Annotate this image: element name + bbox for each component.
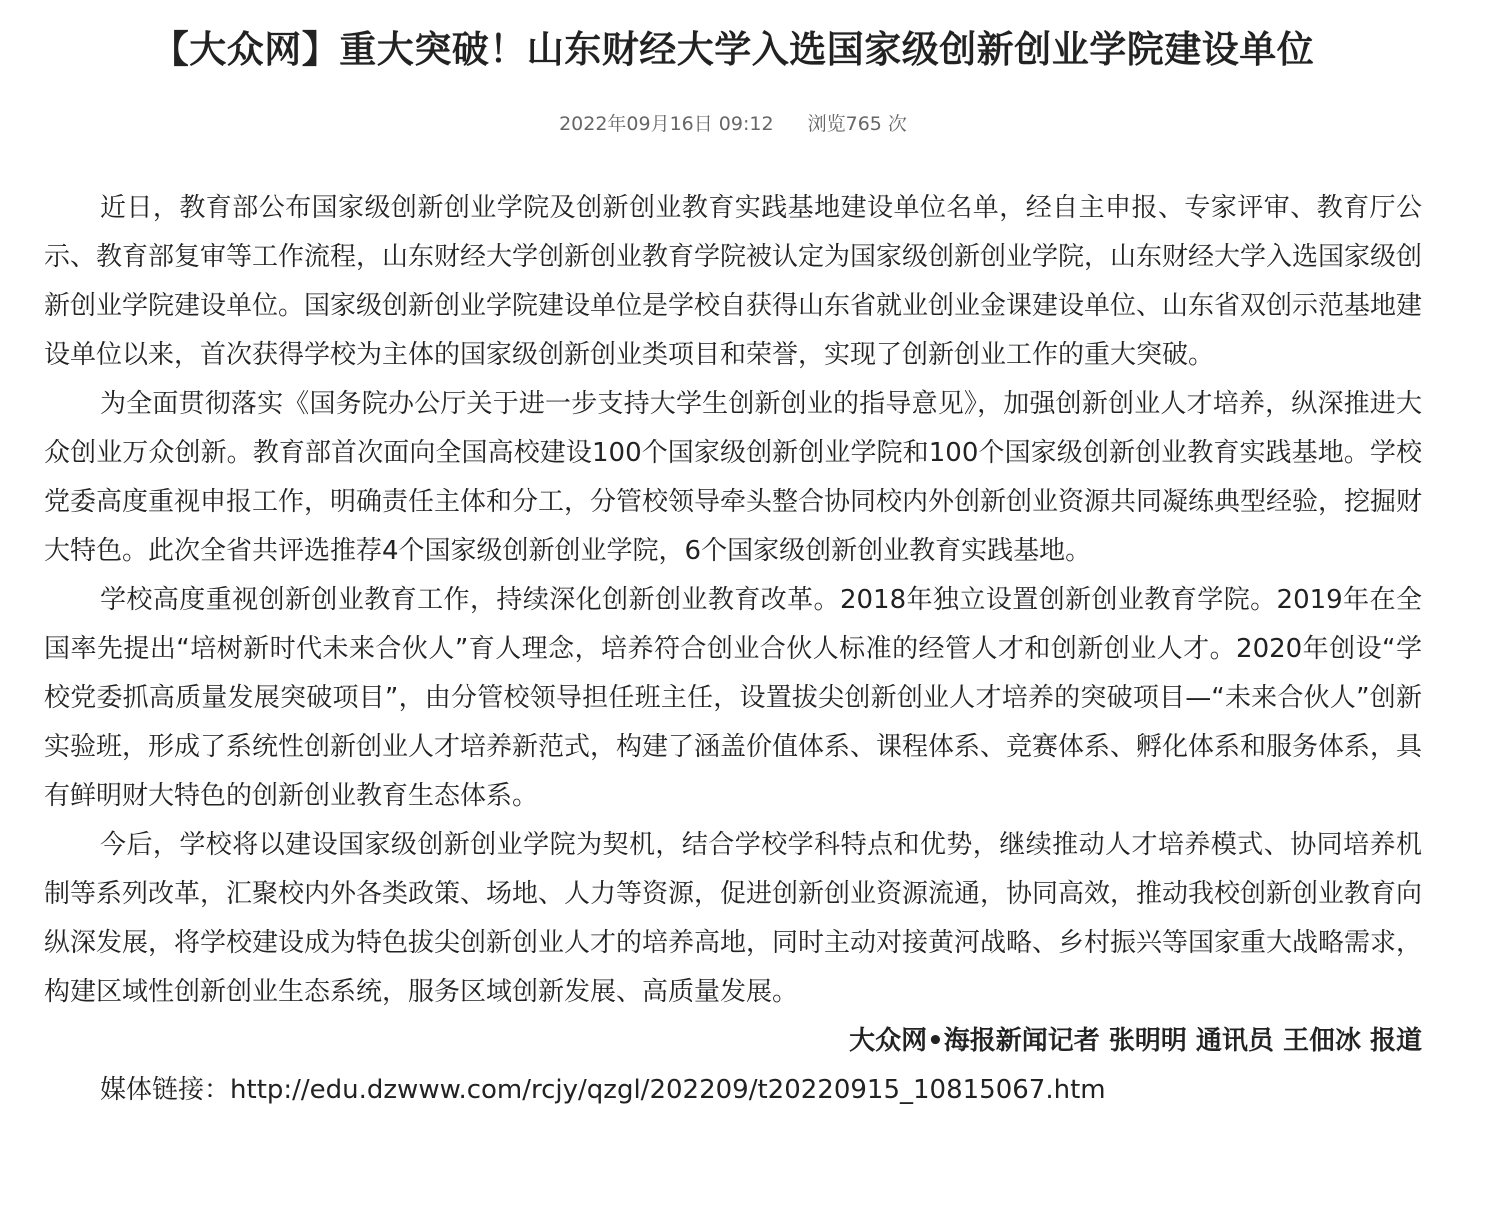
article-paragraph: 为全面贯彻落实《国务院办公厅关于进一步支持大学生创新创业的指导意见》，加强创新创业人才培养，纵深推进大众创业万众创新。教育部首次面向全国高校建设100个国家级创新创业学院和100个国家级创新创业教育实践基地。学校党委高度重视申报工作，明确责任主体和分工，分管校领导牵头整合协同校内外创新创业资源共同凝练典型经验，挖掘财大特色。此次全省共评选推荐4个国家级创新创业学院，6个国家级创新创业教育实践基地。: [44, 389, 1423, 566]
article-byline: 大众网•海报新闻记者 张明明 通讯员 王佃冰 报道: [849, 1026, 1422, 1056]
media-link: [44, 1066, 1422, 1115]
article: [44, 0, 1422, 1115]
media-link-url[interactable]: http://edu.dzwww.com/rcjy/qzgl/202209/t20220915_10815067.htm: [230, 1075, 1106, 1105]
article-body: [44, 184, 1422, 1115]
article-title: 【大众网】重大突破！山东财经大学入选国家级创新创业学院建设单位: [151, 28, 1315, 71]
article-paragraph: 学校高度重视创新创业教育工作，持续深化创新创业教育改革。2018年独立设置创新创业教育学院。2019年在全国率先提出“培树新时代未来合伙人”育人理念，培养符合创业合伙人标准的经管人才和创新创业人才。2020年创设“学校党委抓高质量发展突破项目”，由分管校领导担任班主任，设置拔尖创新创业人才培养的突破项目—“未来合伙人”创新实验班，形成了系统性创新创业人才培养新范式，构建了涵盖价值体系、课程体系、竞赛体系、孵化体系和服务体系，具有鲜明财大特色的创新创业教育生态体系。: [44, 585, 1423, 811]
article-paragraph: 今后，学校将以建设国家级创新创业学院为契机，结合学校学科特点和优势，继续推动人才培养模式、协同培养机制等系列改革，汇聚校内外各类政策、场地、人力等资源，促进创新创业资源流通，协同高效，推动我校创新创业教育向纵深发展，将学校建设成为特色拔尖创新创业人才的培养高地，同时主动对接黄河战略、乡村振兴等国家重大战略需求，构建区域性创新创业生态系统，服务区域创新发展、高质量发展。: [44, 830, 1423, 1007]
article-meta: [44, 110, 1422, 138]
view-count: 浏览765 次: [807, 113, 907, 135]
media-link-label: 媒体链接：: [100, 1075, 231, 1105]
publish-date: 2022年09月16日 09:12: [559, 113, 774, 135]
article-paragraph: 近日，教育部公布国家级创新创业学院及创新创业教育实践基地建设单位名单，经自主申报、专家评审、教育厅公示、教育部复审等工作流程，山东财经大学创新创业教育学院被认定为国家级创新创业学院，山东财经大学入选国家级创新创业学院建设单位。国家级创新创业学院建设单位是学校自获得山东省就业创业金课建设单位、山东省双创示范基地建设单位以来，首次获得学校为主体的国家级创新创业类项目和荣誉，实现了创新创业工作的重大突破。: [44, 193, 1423, 370]
